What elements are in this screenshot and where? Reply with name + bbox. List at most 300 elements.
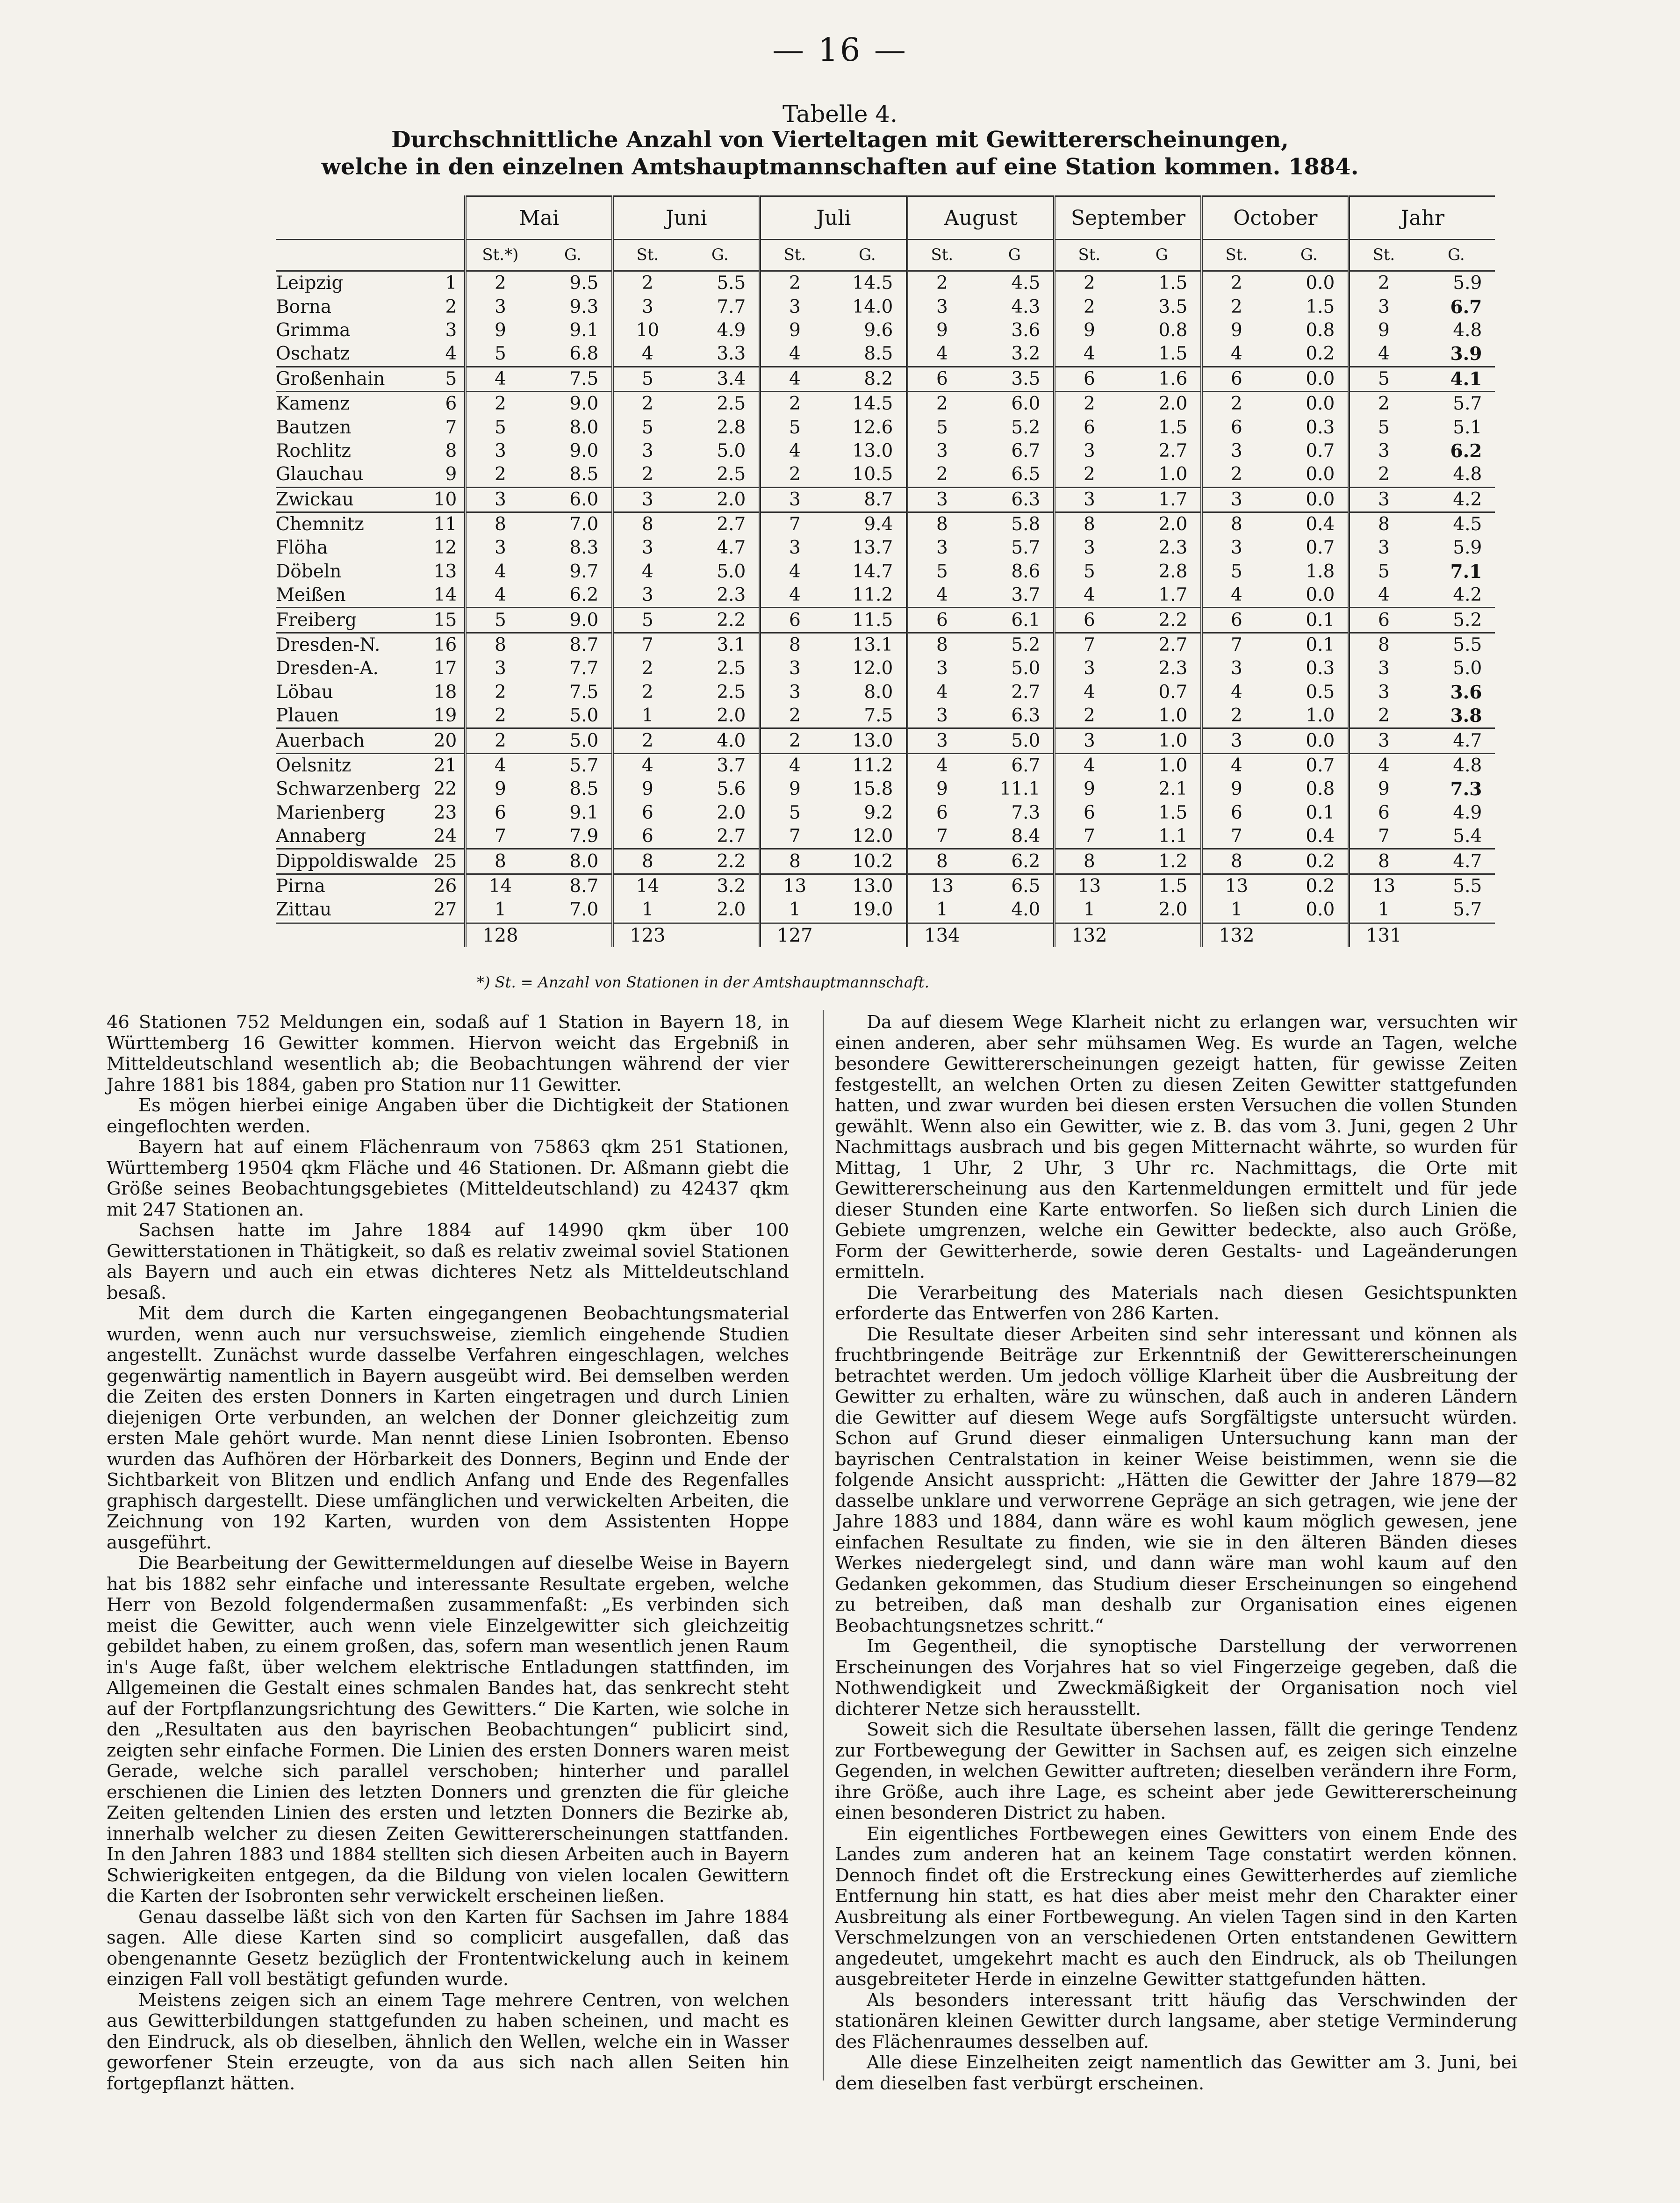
station-count-cell: 6 bbox=[1202, 801, 1271, 825]
table-row bbox=[276, 681, 1495, 704]
station-count-cell: 6 bbox=[1202, 416, 1271, 439]
thunderstorm-avg-cell: 1.0 bbox=[1123, 728, 1202, 753]
paragraph: Die Resultate dieser Arbeiten sind sehr interessant und können als fruchtbringende Beiträge zur Erkenntniß der Gewittererscheinungen betrachtet werden. Um jedoch völlige Klarheit über die Ausbreitung der Gewitter zu erhalten, wäre zu wünschen, daß auch in anderen Ländern die Gewitter auf diesem Wege aufs Sorgfältigste untersucht würden. Schon auf Grund dieser einmaligen Untersuchung kann man der bayrischen Centralstation in keiner Weise beistimmen, wenn sie die folgende Ansicht ausspricht: „Hätten die Gewitter der Jahre 1879—82 dasselbe unklare und verworrene Gepräge an sich getragen, wie jene der Jahre 1883 und 1884, dann wäre es wohl kaum möglich gewesen, jene einfachen Resultate zu finden, wie sie in den älteren Bänden dieses Werkes niedergelegt sind, und dann wäre man wohl kaum auf den Gedanken gekommen, das Studium dieser Erscheinungen so eingehend zu betreiben, daß man deshalb zur Organisation eines eigenen Beobachtungsnetzes schritt.“ bbox=[835, 1324, 1517, 1636]
district-name: Freiberg bbox=[276, 608, 423, 633]
table-body bbox=[276, 271, 1495, 947]
district-name: Glauchau bbox=[276, 464, 364, 485]
total-cell: 128 bbox=[466, 923, 534, 947]
thunderstorm-avg-cell: 2.0 bbox=[717, 802, 746, 823]
thunderstorm-avg-cell: 5.5 bbox=[717, 273, 746, 294]
thunderstorm-avg-cell: 0.8 bbox=[1306, 319, 1335, 341]
district-name: Döbeln bbox=[276, 561, 342, 582]
paragraph: Meistens zeigen sich an einem Tage mehrere Centren, von welchen aus Gewitterbildungen stattgefunden zu haben scheinen, und macht es den Eindruck, als ob dieselben, ähnlich den Wellen, welche ein in Wasser geworfener Stein erzeugte, von da aus sich nach allen Seiten hin fortgepflanzt hätten. bbox=[107, 1989, 789, 2094]
thunderstorm-avg-cell: 4.7 bbox=[717, 537, 746, 559]
thunderstorm-avg-cell: 0.4 bbox=[1306, 826, 1335, 847]
thunderstorm-avg-cell: 11.2 bbox=[852, 584, 893, 606]
thunderstorm-avg-cell: 2.7 bbox=[717, 826, 746, 847]
sub-header-row bbox=[276, 239, 1495, 271]
thunderstorm-avg-cell: 5.0 bbox=[534, 728, 613, 753]
station-count-header: St. bbox=[760, 239, 829, 271]
thunderstorm-avg-cell: 5.2 bbox=[976, 633, 1055, 657]
station-count-cell: 3 bbox=[907, 536, 976, 560]
district-name: Rochlitz bbox=[276, 440, 351, 461]
station-count-cell: 2 bbox=[760, 704, 829, 728]
paragraph: Da auf diesem Wege Klarheit nicht zu erlangen war, versuchten wir einen anderen, aber sehr mühsamen Weg. Es wurde an Tagen, welche besondere Gewittererscheinungen gezeigt hatten, für gewisse Zeiten festgestellt, an welchen Orten zu diesen Zeiten Gewitter stattgefunden hatten, und zwar wurden bei diesen ersten Versuchen die vollen Stunden gewählt. Wenn also ein Gewitter, wie z. B. das vom 3. Juni, gegen 2 Uhr Nachmittags ausbrach und bis gegen Mitternacht währte, so wurden für Mittag, 1 Uhr, 2 Uhr, 3 Uhr rc. Nachmittags, die Orte mit Gewittererscheinung aus den Kartenmeldungen ermittelt und für jede dieser Stunden eine Karte entworfen. So ließen sich durch Linien die Gebiete umgrenzen, welche ein Gewitter bedeckte, also auch Größe, Form der Gewitterherde, sowie deren Gestalts- und Lageänderungen ermitteln. bbox=[835, 1012, 1517, 1282]
district-number: 12 bbox=[433, 537, 457, 559]
number-header bbox=[423, 196, 466, 240]
district-number: 5 bbox=[423, 367, 466, 391]
table-row bbox=[276, 583, 1495, 608]
name-header bbox=[276, 196, 423, 240]
station-count-cell: 13 bbox=[1349, 874, 1418, 898]
district-number: 6 bbox=[423, 391, 466, 416]
thunderstorm-avg-cell: 19.0 bbox=[852, 899, 893, 921]
thunderstorm-avg-cell: 2.7 bbox=[681, 512, 760, 536]
station-count-cell: 2 bbox=[466, 463, 534, 487]
station-count-cell: 1 bbox=[613, 704, 682, 728]
district-name: Dippoldiswalde bbox=[276, 849, 423, 874]
station-count-header: St. bbox=[1349, 239, 1418, 271]
station-count-cell: 6 bbox=[1349, 608, 1418, 633]
station-count-header: St. bbox=[907, 239, 976, 271]
district-name: Auerbach bbox=[276, 728, 423, 753]
thunderstorm-avg-cell: 1.5 bbox=[1158, 417, 1188, 438]
thunderstorm-avg-cell: 2.3 bbox=[1158, 658, 1188, 679]
thunderstorm-avg-cell: 14.5 bbox=[852, 273, 893, 294]
station-count-cell: 3 bbox=[466, 536, 534, 560]
station-count-cell: 1 bbox=[1055, 898, 1123, 922]
station-count-cell: 3 bbox=[760, 536, 829, 560]
station-count-cell: 2 bbox=[1349, 271, 1418, 295]
total-blank bbox=[534, 923, 613, 947]
station-count-cell: 1 bbox=[1349, 898, 1418, 922]
station-count-cell: 3 bbox=[760, 295, 829, 318]
thunderstorm-avg-cell: 13.0 bbox=[852, 440, 893, 461]
thunderstorm-avg-cell: 2.8 bbox=[1158, 561, 1188, 582]
thunderstorm-avg-cell: 6.7 bbox=[976, 753, 1055, 778]
thunderstorm-avg-cell: 1.5 bbox=[1158, 343, 1188, 365]
station-count-cell: 5 bbox=[466, 416, 534, 439]
thunderstorm-avg-cell: 5.2 bbox=[1011, 417, 1041, 438]
district-name: Borna bbox=[276, 296, 332, 317]
thunderstorm-avg-cell: 4.2 bbox=[1417, 487, 1495, 512]
station-count-cell: 3 bbox=[1349, 657, 1418, 680]
station-count-cell: 3 bbox=[1349, 487, 1418, 512]
thunderstorm-avg-cell: 7.0 bbox=[569, 899, 599, 921]
thunderstorm-avg-cell: 0.1 bbox=[1270, 608, 1349, 633]
district-number: 21 bbox=[423, 753, 466, 778]
station-count-cell: 5 bbox=[760, 416, 829, 439]
station-count-cell: 8 bbox=[1055, 512, 1123, 536]
station-count-cell: 8 bbox=[1055, 849, 1123, 874]
table-title bbox=[0, 126, 1680, 180]
totals-label bbox=[276, 923, 423, 947]
district-number: 25 bbox=[423, 849, 466, 874]
station-count-cell: 7 bbox=[466, 825, 534, 849]
station-count-cell: 10 bbox=[613, 319, 682, 342]
thunderstorm-avg-cell: 13.0 bbox=[828, 874, 907, 898]
station-count-cell: 6 bbox=[1349, 801, 1418, 825]
station-count-cell: 2 bbox=[1055, 463, 1123, 487]
paragraph: Die Verarbeitung des Materials nach diesen Gesichtspunkten erforderte das Entwerfen von 286 Karten. bbox=[835, 1282, 1517, 1324]
station-count-cell: 4 bbox=[1055, 342, 1123, 367]
station-count-cell: 3 bbox=[1055, 487, 1123, 512]
month-header: Jahr bbox=[1349, 196, 1495, 240]
district-number: 4 bbox=[445, 343, 457, 365]
thunderstorm-avg-cell: 9.4 bbox=[828, 512, 907, 536]
thunderstorm-avg-cell: 0.8 bbox=[1158, 319, 1188, 341]
station-count-cell: 3 bbox=[613, 487, 682, 512]
station-count-cell: 4 bbox=[907, 681, 976, 704]
station-count-cell: 4 bbox=[1055, 681, 1123, 704]
total-cell: 123 bbox=[613, 923, 682, 947]
thunderstorm-avg-cell: 2.0 bbox=[717, 899, 746, 921]
thunderstorm-avg-cell: 0.0 bbox=[1270, 728, 1349, 753]
station-count-cell: 4 bbox=[1202, 681, 1271, 704]
thunderstorm-avg-cell: 4.3 bbox=[1011, 296, 1041, 317]
station-count-cell: 2 bbox=[1202, 391, 1271, 416]
thunderstorm-avg-cell: 6.2 bbox=[976, 849, 1055, 874]
station-count-cell: 1 bbox=[613, 898, 682, 922]
name-subheader bbox=[276, 239, 423, 271]
district-name: Schwarzenberg bbox=[276, 778, 421, 800]
total-blank bbox=[1123, 923, 1202, 947]
paragraph: Genau dasselbe läßt sich von den Karten für Sachsen im Jahre 1884 sagen. Alle diese Karten sind so complicirt ausgefallen, daß das obengenannte Gesetz bezüglich der Frontentwickelung auch in keinem einzigen Fall voll bestätigt gefunden wurde. bbox=[107, 1906, 789, 1990]
station-count-cell: 4 bbox=[1349, 753, 1418, 778]
thunderstorm-avg-cell: 4.9 bbox=[1453, 802, 1482, 823]
total-blank bbox=[828, 923, 907, 947]
station-count-cell: 3 bbox=[1202, 728, 1271, 753]
station-count-cell: 8 bbox=[466, 633, 534, 657]
total-blank bbox=[681, 923, 760, 947]
paragraph: Im Gegentheil, die synoptische Darstellung der verworrenen Erscheinungen des Vorjahres hat so viel Fingerzeige gegeben, daß die Nothwendigkeit und Zweckmäßigkeit der Organisation noch viel dichterer Netze sich herausstellt. bbox=[835, 1636, 1517, 1720]
station-count-cell: 6 bbox=[1055, 608, 1123, 633]
paragraph: Ein eigentliches Fortbewegen eines Gewitters von einem Ende des Landes zum anderen hat an keinem Tage constatirt werden können. Dennoch findet oft die Erstreckung eines Gewitterherdes auf ziemliche Entfernung hin statt, es hat dies aber meist mehr den Charakter einer Ausbreitung als einer Fortbewegung. An vielen Tagen sind in den Karten Verschmelzungen von an verschiedenen Orten entstandenen Gewittern angedeutet, umgekehrt macht es auch den Eindruck, als ob Theilungen ausgebreiteter Herde in einzelne Gewitter stattgefunden hätten. bbox=[835, 1823, 1517, 1990]
thunderstorm-avg-cell: 0.0 bbox=[1270, 367, 1349, 391]
thunderstorm-avg-cell: 9.7 bbox=[569, 561, 599, 582]
district-number: 3 bbox=[445, 319, 457, 341]
thunderstorm-avg-cell: 9.3 bbox=[569, 296, 599, 317]
station-count-cell: 2 bbox=[466, 391, 534, 416]
station-count-cell: 3 bbox=[1349, 536, 1418, 560]
thunderstorm-avg-cell: 0.7 bbox=[1306, 537, 1335, 559]
thunderstorm-avg-cell: 8.6 bbox=[1011, 561, 1041, 582]
station-count-cell: 2 bbox=[1349, 704, 1418, 728]
thunderstorm-avg-cell: 5.9 bbox=[1453, 537, 1482, 559]
thunderstorm-avg-cell: 3.6 bbox=[1011, 319, 1041, 341]
thunderstorm-avg-cell: 4.1 bbox=[1417, 367, 1495, 391]
station-count-cell: 3 bbox=[1202, 487, 1271, 512]
thunderstorm-avg-cell: 0.7 bbox=[1306, 440, 1335, 461]
thunderstorm-avg-cell: 8.0 bbox=[569, 417, 599, 438]
station-count-cell: 1 bbox=[1202, 898, 1271, 922]
station-count-cell: 8 bbox=[760, 633, 829, 657]
station-count-cell: 2 bbox=[466, 681, 534, 704]
thunderstorm-avg-cell: 2.7 bbox=[1011, 681, 1041, 703]
thunderstorm-avg-cell: 2.7 bbox=[1158, 440, 1188, 461]
station-count-cell: 2 bbox=[1055, 704, 1123, 728]
thunderstorm-avg-cell: 5.0 bbox=[976, 728, 1055, 753]
station-count-cell: 3 bbox=[1055, 439, 1123, 463]
station-count-cell: 5 bbox=[1055, 560, 1123, 583]
thunderstorm-avg-cell: 5.0 bbox=[1011, 658, 1041, 679]
thunderstorm-avg-cell: 6.7 bbox=[1450, 296, 1482, 318]
station-count-cell: 2 bbox=[907, 271, 976, 295]
station-count-cell: 3 bbox=[466, 439, 534, 463]
station-count-cell: 6 bbox=[1202, 608, 1271, 633]
district-name: Marienberg bbox=[276, 802, 386, 823]
station-count-cell: 2 bbox=[613, 271, 682, 295]
thunderstorm-avg-cell: 6.5 bbox=[976, 874, 1055, 898]
thunderstorm-avg-cell: 6.8 bbox=[569, 343, 599, 365]
thunderstorm-avg-cell: 9.2 bbox=[864, 802, 893, 823]
month-header: Mai bbox=[466, 196, 613, 240]
station-count-cell: 2 bbox=[613, 681, 682, 704]
station-count-cell: 2 bbox=[1202, 295, 1271, 318]
district-name: Kamenz bbox=[276, 391, 423, 416]
thunderstorm-avg-cell: 4.7 bbox=[1417, 849, 1495, 874]
station-count-cell: 2 bbox=[760, 728, 829, 753]
station-count-cell: 7 bbox=[1349, 825, 1418, 849]
station-count-cell: 3 bbox=[1202, 439, 1271, 463]
thunderstorm-avg-cell: 3.3 bbox=[717, 343, 746, 365]
station-count-cell: 13 bbox=[907, 874, 976, 898]
district-number: 9 bbox=[445, 464, 457, 485]
thunderstorm-avg-cell: 5.0 bbox=[717, 440, 746, 461]
station-count-cell: 2 bbox=[613, 728, 682, 753]
thunderstorm-avg-cell: 9.5 bbox=[569, 273, 599, 294]
district-name: Flöha bbox=[276, 537, 328, 559]
thunderstorm-avg-cell: 1.5 bbox=[1123, 874, 1202, 898]
thunderstorm-avg-cell: 2.0 bbox=[1158, 899, 1188, 921]
thunderstorm-avg-cell: 5.0 bbox=[569, 705, 599, 727]
thunderstorm-avg-cell: 0.2 bbox=[1270, 849, 1349, 874]
station-count-cell: 7 bbox=[1202, 825, 1271, 849]
thunderstorm-avg-cell: 8.2 bbox=[828, 367, 907, 391]
station-count-cell: 3 bbox=[1055, 728, 1123, 753]
station-count-cell: 2 bbox=[613, 391, 682, 416]
thunderstorm-avg-cell: 7.5 bbox=[534, 367, 613, 391]
station-count-cell: 6 bbox=[1055, 367, 1123, 391]
thunderstorm-avg-cell: 13.7 bbox=[852, 537, 893, 559]
thunderstorm-avg-cell: 4.2 bbox=[1453, 584, 1482, 606]
thunderstorm-avg-cell: 8.3 bbox=[569, 537, 599, 559]
station-count-cell: 3 bbox=[613, 583, 682, 608]
thunderstorm-avg-cell: 2.0 bbox=[681, 487, 760, 512]
station-count-cell: 4 bbox=[1202, 342, 1271, 367]
thunderstorm-avg-cell: 0.5 bbox=[1306, 681, 1335, 703]
table-row bbox=[276, 295, 1495, 318]
thunderstorm-avg-cell: 2.1 bbox=[1158, 778, 1188, 800]
station-count-cell: 3 bbox=[907, 295, 976, 318]
thunderstorm-avg-cell: 7.9 bbox=[569, 826, 599, 847]
thunderstorm-avg-cell: 10.5 bbox=[852, 464, 893, 485]
station-count-cell: 4 bbox=[760, 560, 829, 583]
station-count-cell: 2 bbox=[1202, 704, 1271, 728]
station-count-cell: 9 bbox=[1202, 319, 1271, 342]
table-row bbox=[276, 367, 1495, 391]
station-count-header: St. bbox=[1055, 239, 1123, 271]
district-number: 8 bbox=[445, 440, 457, 461]
total-cell: 134 bbox=[907, 923, 976, 947]
district-name: Meißen bbox=[276, 584, 346, 606]
station-count-header: St.*) bbox=[466, 239, 534, 271]
thunderstorm-avg-cell: 2.7 bbox=[1123, 633, 1202, 657]
station-count-cell: 7 bbox=[760, 512, 829, 536]
month-header: September bbox=[1055, 196, 1202, 240]
station-count-cell: 3 bbox=[907, 657, 976, 680]
station-count-cell: 7 bbox=[1055, 825, 1123, 849]
station-count-cell: 8 bbox=[1202, 512, 1271, 536]
station-count-cell: 2 bbox=[466, 704, 534, 728]
thunderstorm-avg-cell: 0.0 bbox=[1306, 584, 1335, 606]
thunderstorm-avg-cell: 2.0 bbox=[1123, 512, 1202, 536]
thunderstorm-avg-cell: 2.5 bbox=[717, 658, 746, 679]
station-count-cell: 5 bbox=[1349, 416, 1418, 439]
station-count-cell: 4 bbox=[1202, 753, 1271, 778]
district-number: 20 bbox=[423, 728, 466, 753]
district-number: 24 bbox=[433, 826, 457, 847]
station-count-cell: 4 bbox=[466, 560, 534, 583]
district-number: 27 bbox=[433, 899, 457, 921]
station-count-cell: 4 bbox=[613, 342, 682, 367]
table-row bbox=[276, 416, 1495, 439]
station-count-cell: 4 bbox=[1349, 342, 1418, 367]
thunderstorm-avg-header: G bbox=[976, 239, 1055, 271]
station-count-cell: 3 bbox=[760, 487, 829, 512]
thunderstorm-avg-cell: 11.5 bbox=[828, 608, 907, 633]
total-cell: 132 bbox=[1202, 923, 1271, 947]
station-count-cell: 8 bbox=[613, 512, 682, 536]
number-subheader bbox=[423, 239, 466, 271]
month-header: Juni bbox=[613, 196, 760, 240]
thunderstorm-avg-cell: 5.1 bbox=[1453, 417, 1482, 438]
month-header: Juli bbox=[760, 196, 907, 240]
table-row bbox=[276, 342, 1495, 367]
station-count-cell: 3 bbox=[1349, 295, 1418, 318]
table-row bbox=[276, 633, 1495, 657]
station-count-cell: 9 bbox=[907, 778, 976, 801]
paragraph: Die Bearbeitung der Gewittermeldungen auf dieselbe Weise in Bayern hat bis 1882 sehr einfache und interessante Resultate ergeben, welche Herr von Bezold folgendermaßen zusammenfaßt: „Es verbinden sich meist die Gewitter, auch wenn viele Einzelgewitter sich gleichzeitig gebildet haben, zu einem großen, das, sofern man wesentlich jenen Raum in's Auge faßt, über welchem elektrische Entladungen stattfinden, im Allgemeinen die Gestalt eines schmalen Bandes hat, das senkrecht steht auf der Fortpflanzungsrichtung des Gewitters.“ Die Karten, wie solche in den „Resultaten aus den bayrischen Beobachtungen“ publicirt sind, zeigten sehr einfache Formen. Die Linien des ersten Donners waren meist Gerade, welche sich parallel verschoben; hinterher und parallel erschienen die Linien des letzten Donners und grenzten die für gleiche Zeiten geltenden Linien des ersten und letzten Donners die Bezirke ab, innerhalb welcher zu diesen Zeiten Gewittererscheinungen stattfanden. In den Jahren 1883 und 1884 stellten sich diesen Arbeiten auch in Bayern Schwierigkeiten entgegen, da die Bildung von vielen localen Gewittern die Karten der Isobronten sehr verwickelt erscheinen ließen. bbox=[107, 1553, 789, 1907]
station-count-cell: 5 bbox=[1349, 367, 1418, 391]
station-count-cell: 13 bbox=[1055, 874, 1123, 898]
thunderstorm-avg-cell: 1.0 bbox=[1123, 753, 1202, 778]
thunderstorm-avg-cell: 9.6 bbox=[864, 319, 893, 341]
station-count-cell: 6 bbox=[466, 801, 534, 825]
thunderstorm-avg-cell: 4.5 bbox=[1417, 512, 1495, 536]
station-count-cell: 8 bbox=[907, 633, 976, 657]
station-count-cell: 6 bbox=[1055, 801, 1123, 825]
table-title-line: Durchschnittliche Anzahl von Vierteltagen mit Gewittererscheinungen, bbox=[391, 127, 1289, 153]
station-count-cell: 4 bbox=[613, 560, 682, 583]
table-row bbox=[276, 825, 1495, 849]
station-count-cell: 3 bbox=[1202, 536, 1271, 560]
station-count-cell: 4 bbox=[466, 753, 534, 778]
thunderstorm-avg-cell: 3.7 bbox=[1011, 584, 1041, 606]
district-number: 16 bbox=[423, 633, 466, 657]
station-count-cell: 2 bbox=[1202, 463, 1271, 487]
column-divider bbox=[823, 1010, 824, 2081]
thunderstorm-avg-cell: 0.0 bbox=[1306, 273, 1335, 294]
thunderstorm-avg-cell: 14.5 bbox=[828, 391, 907, 416]
thunderstorm-avg-cell: 6.2 bbox=[569, 584, 599, 606]
station-count-cell: 9 bbox=[1055, 778, 1123, 801]
thunderstorm-avg-cell: 1.7 bbox=[1158, 584, 1188, 606]
station-count-cell: 3 bbox=[613, 536, 682, 560]
station-count-cell: 6 bbox=[907, 801, 976, 825]
thunderstorm-avg-cell: 3.5 bbox=[976, 367, 1055, 391]
thunderstorm-avg-cell: 8.0 bbox=[534, 849, 613, 874]
station-count-cell: 9 bbox=[613, 778, 682, 801]
station-count-cell: 3 bbox=[907, 728, 976, 753]
thunderstorm-avg-cell: 0.1 bbox=[1270, 633, 1349, 657]
district-number: 10 bbox=[423, 487, 466, 512]
station-count-cell: 14 bbox=[613, 874, 682, 898]
station-count-cell: 8 bbox=[1202, 849, 1271, 874]
table-row bbox=[276, 463, 1495, 487]
thunderstorm-avg-cell: 0.8 bbox=[1306, 778, 1335, 800]
thunderstorm-avg-header: G. bbox=[1417, 239, 1495, 271]
thunderstorm-avg-cell: 5.5 bbox=[1417, 874, 1495, 898]
left-text-column bbox=[107, 1012, 789, 2094]
paragraph: Alle diese Einzelheiten zeigt namentlich das Gewitter am 3. Juni, bei dem dieselben fast verbürgt erscheinen. bbox=[835, 2052, 1517, 2094]
thunderstorm-avg-cell: 5.7 bbox=[1417, 391, 1495, 416]
thunderstorm-avg-cell: 14.7 bbox=[852, 561, 893, 582]
station-count-cell: 6 bbox=[760, 608, 829, 633]
station-count-cell: 5 bbox=[613, 367, 682, 391]
station-count-cell: 3 bbox=[1055, 536, 1123, 560]
district-number: 26 bbox=[423, 874, 466, 898]
thunderstorm-avg-header: G. bbox=[828, 239, 907, 271]
district-number: 15 bbox=[423, 608, 466, 633]
table-row bbox=[276, 560, 1495, 583]
total-blank bbox=[1270, 923, 1349, 947]
station-count-cell: 4 bbox=[907, 342, 976, 367]
table-row bbox=[276, 536, 1495, 560]
thunderstorm-avg-cell: 14.0 bbox=[852, 296, 893, 317]
thunderstorm-avg-cell: 2.5 bbox=[717, 464, 746, 485]
thunderstorm-avg-cell: 4.8 bbox=[1453, 464, 1482, 485]
station-count-cell: 2 bbox=[1349, 463, 1418, 487]
station-count-cell: 2 bbox=[613, 463, 682, 487]
station-count-cell: 5 bbox=[907, 416, 976, 439]
thunderstorm-avg-cell: 1.8 bbox=[1306, 561, 1335, 582]
station-count-cell: 2 bbox=[1202, 271, 1271, 295]
station-count-cell: 3 bbox=[1349, 439, 1418, 463]
district-number: 19 bbox=[433, 705, 457, 727]
thunderstorm-avg-cell: 7.3 bbox=[1450, 778, 1482, 800]
station-count-cell: 3 bbox=[466, 657, 534, 680]
station-count-cell: 8 bbox=[466, 512, 534, 536]
district-name: Löbau bbox=[276, 681, 333, 703]
thunderstorm-avg-cell: 1.5 bbox=[1306, 296, 1335, 317]
table-row bbox=[276, 801, 1495, 825]
station-count-cell: 3 bbox=[613, 295, 682, 318]
table-label: Tabelle 4. bbox=[782, 101, 898, 128]
thunderstorm-avg-cell: 5.0 bbox=[1453, 658, 1482, 679]
table-row bbox=[276, 439, 1495, 463]
thunderstorm-avg-cell: 10.2 bbox=[828, 849, 907, 874]
station-count-cell: 1 bbox=[466, 898, 534, 922]
thunderstorm-avg-cell: 7.3 bbox=[1011, 802, 1041, 823]
station-count-cell: 1 bbox=[760, 898, 829, 922]
thunderstorm-avg-cell: 6.5 bbox=[1011, 464, 1041, 485]
station-count-cell: 3 bbox=[907, 704, 976, 728]
thunderstorm-avg-cell: 6.1 bbox=[976, 608, 1055, 633]
district-name: Chemnitz bbox=[276, 512, 423, 536]
district-number: 14 bbox=[433, 584, 457, 606]
station-count-cell: 5 bbox=[613, 608, 682, 633]
